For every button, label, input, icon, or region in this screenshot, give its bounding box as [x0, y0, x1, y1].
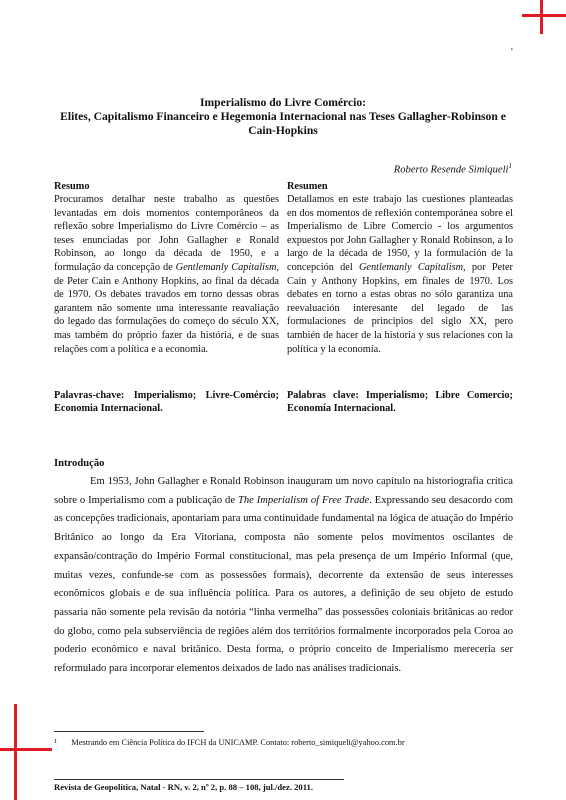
abstract-spanish	[287, 181, 513, 356]
abstract-pt-text-a: Procuramos detalhar neste trabalho as questões levantadas em dois momentos contemporâneos da reflexão sobre Imperialismo do Livre Comércio – as teses enunciadas por John Gallagher e Ronald Robinson, ao longo da década de 1950, e a formulação da concepção de	[54, 194, 279, 273]
abstract-es-text-b: , por Peter Cain y Anthony Hopkins, em finales de 1970. Los debates en torno a estas obras no sólo garantiza una reevaluación interesante del legado de las formulaciones de principios del siglo XX, pero también de hacer de la historia y sus relaciones con la política y la economía.	[287, 261, 513, 355]
abstract-pt-text	[54, 193, 279, 356]
paper-title	[48, 96, 518, 138]
footnote	[54, 738, 405, 747]
author-name: Roberto Resende Simiqueli	[393, 164, 509, 176]
crop-mark-bottom-left-horizontal	[0, 748, 52, 751]
title-line-2: Elites, Capitalismo Financeiro e Hegemonia Internacional nas Teses Gallagher-Robinson e Cain-Hopkins	[60, 110, 506, 137]
author-footnote-ref: 1	[508, 162, 512, 170]
abstract-es-italic: Gentlemanly Capitalism	[358, 261, 464, 273]
introduction-text-a: Em 1953, John Gallagher e Ronald Robinson inauguram um novo capítulo na historiografia crítica sobre o Imperialismo com a publicação de	[54, 476, 513, 506]
page-mark: '	[511, 47, 513, 58]
abstract-pt-heading: Resumo	[54, 181, 90, 192]
abstract-es-text-a: Detallamos en este trabajo las cuestiones planteadas en dos momentos de reflexión contemporánea sobre el Imperialismo de Libre Comercio - los argumentos expuestos por John Gallagher y Ronald Robinson, a lo largo de la década de 1950, y la formulación de la concepción del	[287, 194, 513, 273]
keywords-spanish: Palabras clave: Imperialismo; Libre Comercio; Economía Internacional.	[287, 390, 513, 414]
footnote-text: Mestrando em Ciência Política do IFCH da UNICAMP. Contato: roberto_simiqueli@yahoo.com.br	[71, 738, 405, 747]
crop-mark-bottom-left-vertical	[14, 704, 17, 800]
footnote-number: 1	[54, 738, 58, 745]
author	[394, 162, 512, 176]
crop-mark-top-right-vertical	[540, 0, 543, 34]
abstract-pt-text-b: , de Peter Cain e Anthony Hopkins, ao final da década de 1970. Os debates travados em torno dessas obras garantem não somente uma interessante reavaliação do legado das formulações do começo do século XX, mas também do próprio fazer da história, e de suas relações com a política e a economia.	[54, 261, 279, 355]
introduction-text-b: . Expressando seu desacordo com as concepções tradicionais, apontariam para uma continuidade fundamental na lógica de atuação do Império Britânico ao longo da Era Vitoriana, composta não somente pelos movimentos oscilantes de expansão/contração do Império Formal constitucional, mas pela presença de um Império Informal (que, muitas vezes, confunde-se com as possessões formais), decorrente da extensão de seus interesses econômicos globais e de sua influência política. Para os autores, a definição de seu objeto de estudo passaria não somente pela revisão da notória “linha vermelha” das possessões coloniais britânicas ao redor do globo, como pela subserviência de regiões além dos territórios formalmente incorporados pela Coroa ao poderio econômico e naval britânico. Desta forma, o próprio conceito de Imperialismo mereceria ser reformulado para incorporar elementos deixados de lado nas análises tradicionais.	[54, 494, 513, 675]
footnote-rule	[54, 731, 204, 732]
title-line-1: Imperialismo do Livre Comércio:	[199, 96, 367, 109]
footer-rule	[54, 779, 344, 780]
abstract-es-heading: Resumen	[287, 181, 328, 192]
introduction-text	[54, 473, 513, 679]
abstract-pt-italic: Gentlemanly Capitalism	[175, 261, 277, 273]
introduction-heading: Introdução	[54, 458, 105, 469]
abstract-portuguese	[54, 181, 279, 356]
journal-footer: Revista de Geopolítica, Natal - RN, v. 2, nº 2, p. 88 – 108, jul./dez. 2011.	[54, 782, 313, 792]
introduction-italic-title: The Imperialism of Free Trade	[237, 494, 370, 506]
keywords-portuguese: Palavras-chave: Imperialismo; Livre-Comércio; Economia Internacional.	[54, 390, 279, 414]
abstract-es-text	[287, 193, 513, 356]
crop-mark-top-right-horizontal	[522, 14, 566, 17]
